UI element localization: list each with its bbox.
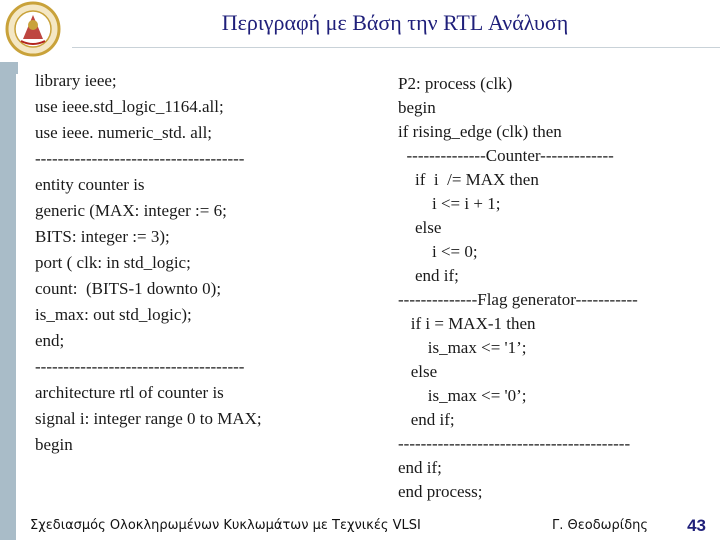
code-line: BITS: integer := 3); xyxy=(35,227,170,246)
code-line: is_max: out std_logic); xyxy=(35,305,192,324)
code-line: i <= 0; xyxy=(398,242,478,261)
code-line: library ieee; xyxy=(35,71,117,90)
code-line: --------------Flag generator----------- xyxy=(398,290,638,309)
code-line: end if; xyxy=(398,266,459,285)
code-line: use ieee.std_logic_1164.all; xyxy=(35,97,224,116)
code-block-left xyxy=(35,68,262,458)
code-line: use ieee. numeric_std. all; xyxy=(35,123,213,142)
code-line: --------------Counter------------- xyxy=(398,146,614,165)
code-line: count: (BITS-1 downto 0); xyxy=(35,279,222,298)
code-line: signal i: integer range 0 to MAX; xyxy=(35,409,262,428)
code-line: is_max <= '0’; xyxy=(398,386,527,405)
left-accent-bar xyxy=(0,62,16,540)
code-line: ----------------------------------------- xyxy=(398,434,631,453)
footer-author: Γ. Θεοδωρίδης xyxy=(552,518,649,533)
code-line: ------------------------------------- xyxy=(35,149,245,168)
slide-title: Περιγραφή με Βάση την RTL Ανάλυση xyxy=(221,10,569,35)
code-line: if i = MAX-1 then xyxy=(398,314,536,333)
code-line: architecture rtl of counter is xyxy=(35,383,224,402)
code-line: generic (MAX: integer := 6; xyxy=(35,201,227,220)
code-line: end if; xyxy=(398,458,442,477)
code-block-right xyxy=(398,72,638,504)
code-line: entity counter is xyxy=(35,175,145,194)
code-line: else xyxy=(398,218,442,237)
code-line: begin xyxy=(398,98,436,117)
page-number: 43 xyxy=(687,516,706,535)
code-line: ------------------------------------- xyxy=(35,357,245,376)
code-line: if i /= MAX then xyxy=(398,170,539,189)
code-line: else xyxy=(398,362,438,381)
footer-course-title: Σχεδιασμός Ολοκληρωμένων Κυκλωμάτων με Τεχνικές VLSI xyxy=(30,518,421,533)
code-line: i <= i + 1; xyxy=(398,194,501,213)
title-divider xyxy=(72,47,720,48)
code-line: P2: process (clk) xyxy=(398,74,513,93)
code-line: end if; xyxy=(398,410,455,429)
code-line: end; xyxy=(35,331,65,350)
code-line: port ( clk: in std_logic; xyxy=(35,253,191,272)
university-seal-icon xyxy=(1,1,65,57)
code-line: end process; xyxy=(398,482,483,501)
code-line: is_max <= '1’; xyxy=(398,338,527,357)
code-line: begin xyxy=(35,435,73,454)
left-accent-notch xyxy=(16,62,28,74)
code-line: if rising_edge (clk) then xyxy=(398,122,562,141)
